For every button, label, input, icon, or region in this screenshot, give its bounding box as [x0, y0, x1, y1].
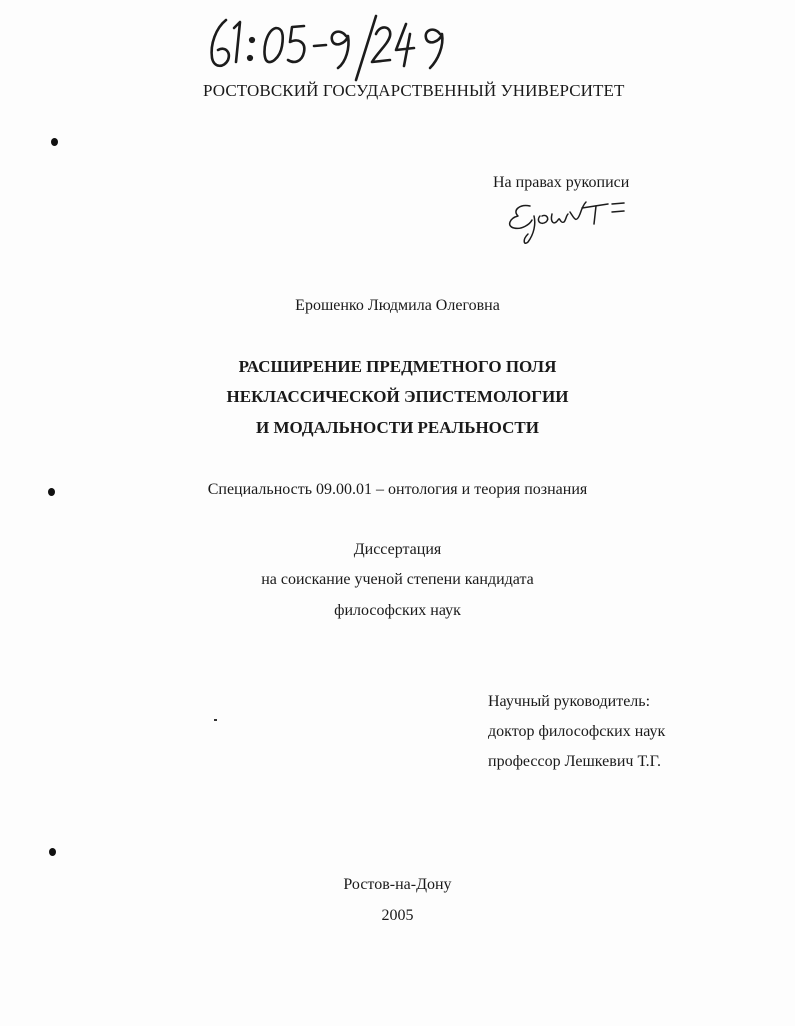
punch-hole-mark	[49, 848, 56, 856]
year: 2005	[381, 907, 414, 924]
dissertation-title-line-2: НЕКЛАССИЧЕСКОЙ ЭПИСТЕМОЛОГИИ	[226, 387, 569, 406]
signature-icon	[500, 194, 630, 246]
specialty-line: Специальность 09.00.01 – онтология и теория познания	[207, 481, 588, 498]
dissertation-title-line-1: РАСШИРЕНИЕ ПРЕДМЕТНОГО ПОЛЯ	[238, 357, 557, 376]
degree-field: философских наук	[334, 602, 461, 619]
university-name: РОСТОВСКИЙ ГОСУДАРСТВЕННЫЙ УНИВЕРСИТЕТ	[203, 81, 625, 100]
scan-speck	[214, 719, 217, 721]
dissertation-label: Диссертация	[353, 541, 442, 558]
dissertation-title-line-3: И МОДАЛЬНОСТИ РЕАЛЬНОСТИ	[256, 418, 539, 437]
punch-hole-mark	[48, 488, 55, 496]
supervisor-degree: доктор философских наук	[488, 723, 666, 740]
author-name: Ерошенко Людмила Олеговна	[295, 297, 500, 314]
manuscript-rights-note: На правах рукописи	[493, 174, 630, 191]
supervisor-label: Научный руководитель:	[488, 693, 651, 710]
punch-hole-mark	[51, 138, 58, 146]
supervisor-name: профессор Лешкевич Т.Г.	[488, 753, 662, 770]
degree-purpose: на соискание ученой степени кандидата	[261, 571, 534, 588]
handwritten-archive-number	[200, 6, 450, 82]
city: Ростов-на-Дону	[343, 876, 452, 893]
